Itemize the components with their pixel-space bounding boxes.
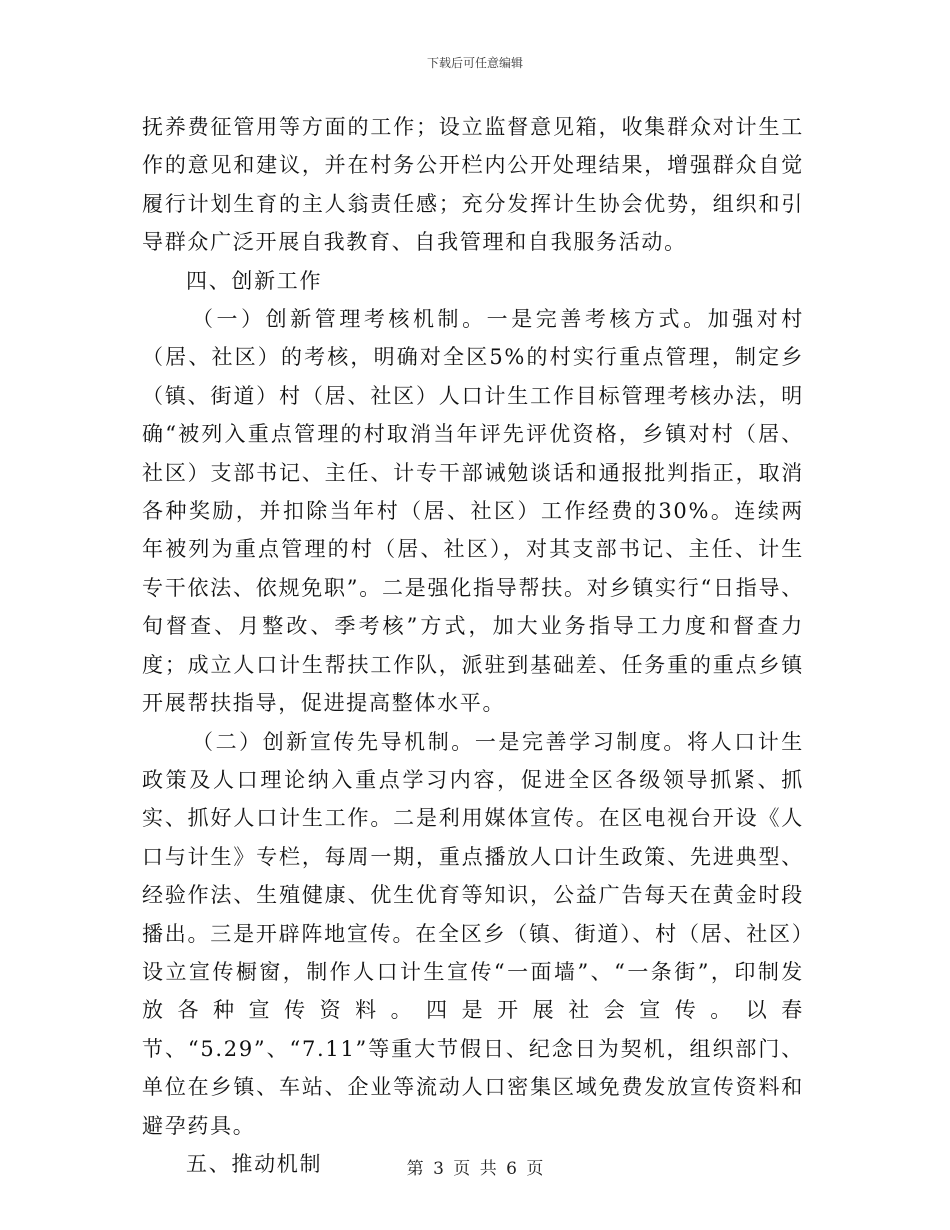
paragraph-continuation: 抚养费征管用等方面的工作；设立监督意见箱，收集群众对计生工作的意见和建议，并在村务公开栏内公开处理结果，增强群众自觉履行计划生育的主人翁责任感；充分发挥计生协会优势，组织和引导群众广泛开展自我教育、自我管理和自我服务活动。 [142, 115, 804, 255]
paragraph-publicity-guidance: （二）创新宣传先导机制。一是完善学习制度。将人口计生政策及人口理论纳入重点学习内容，促进全区各级领导抓紧、抓实、抓好人口计生工作。二是利用媒体宣传。在区电视台开设《人口与计生》专栏，每周一期，重点播放人口计生政策、先进典型、经验作法、生殖健康、优生优育等知识，公益广告每天在黄金时段播出。三是开辟阵地宣传。在全区乡（镇、街道）、村（居、社区）设立宣传橱窗，制作人口计生宣传“一面墙”、“一条街”，印制发放各种宣传资料。四是开展社会宣传。以春节、“5.29”、“7.11”等重大节假日、纪念日为契机，组织部门、单位在乡镇、车站、企业等流动人口密集区域免费发放宣传资料和避孕药具。 [142, 729, 804, 1138]
page-number-footer: 第 3 页 共 6 页 [406, 1159, 544, 1179]
header-note: 下载后可任意编辑 [426, 56, 523, 70]
section-heading-promotion: 五、推动机制 [186, 1151, 323, 1176]
document-body [142, 108, 804, 1183]
paragraph-management-assessment: （一）创新管理考核机制。一是完善考核方式。加强对村（居、社区）的考核，明确对全区5%的村实行重点管理，制定乡（镇、街道）村（居、社区）人口计生工作目标管理考核办法，明确“被列入重点管理的村取消当年评先评优资格，乡镇对村（居、社区）支部书记、主任、计专干部诫勉谈话和通报批判指正，取消各种奖励，并扣除当年村（居、社区）工作经费的30%。连续两年被列为重点管理的村（居、社区），对其支部书记、主任、计生专干依法、依规免职”。二是强化指导帮扶。对乡镇实行“日指导、旬督查、月整改、季考核”方式，加大业务指导工力度和督查力度；成立人口计生帮扶工作队，派驻到基础差、任务重的重点乡镇开展帮扶指导，促进提高整体水平。 [142, 307, 804, 716]
section-heading-innovation: 四、创新工作 [186, 268, 323, 293]
